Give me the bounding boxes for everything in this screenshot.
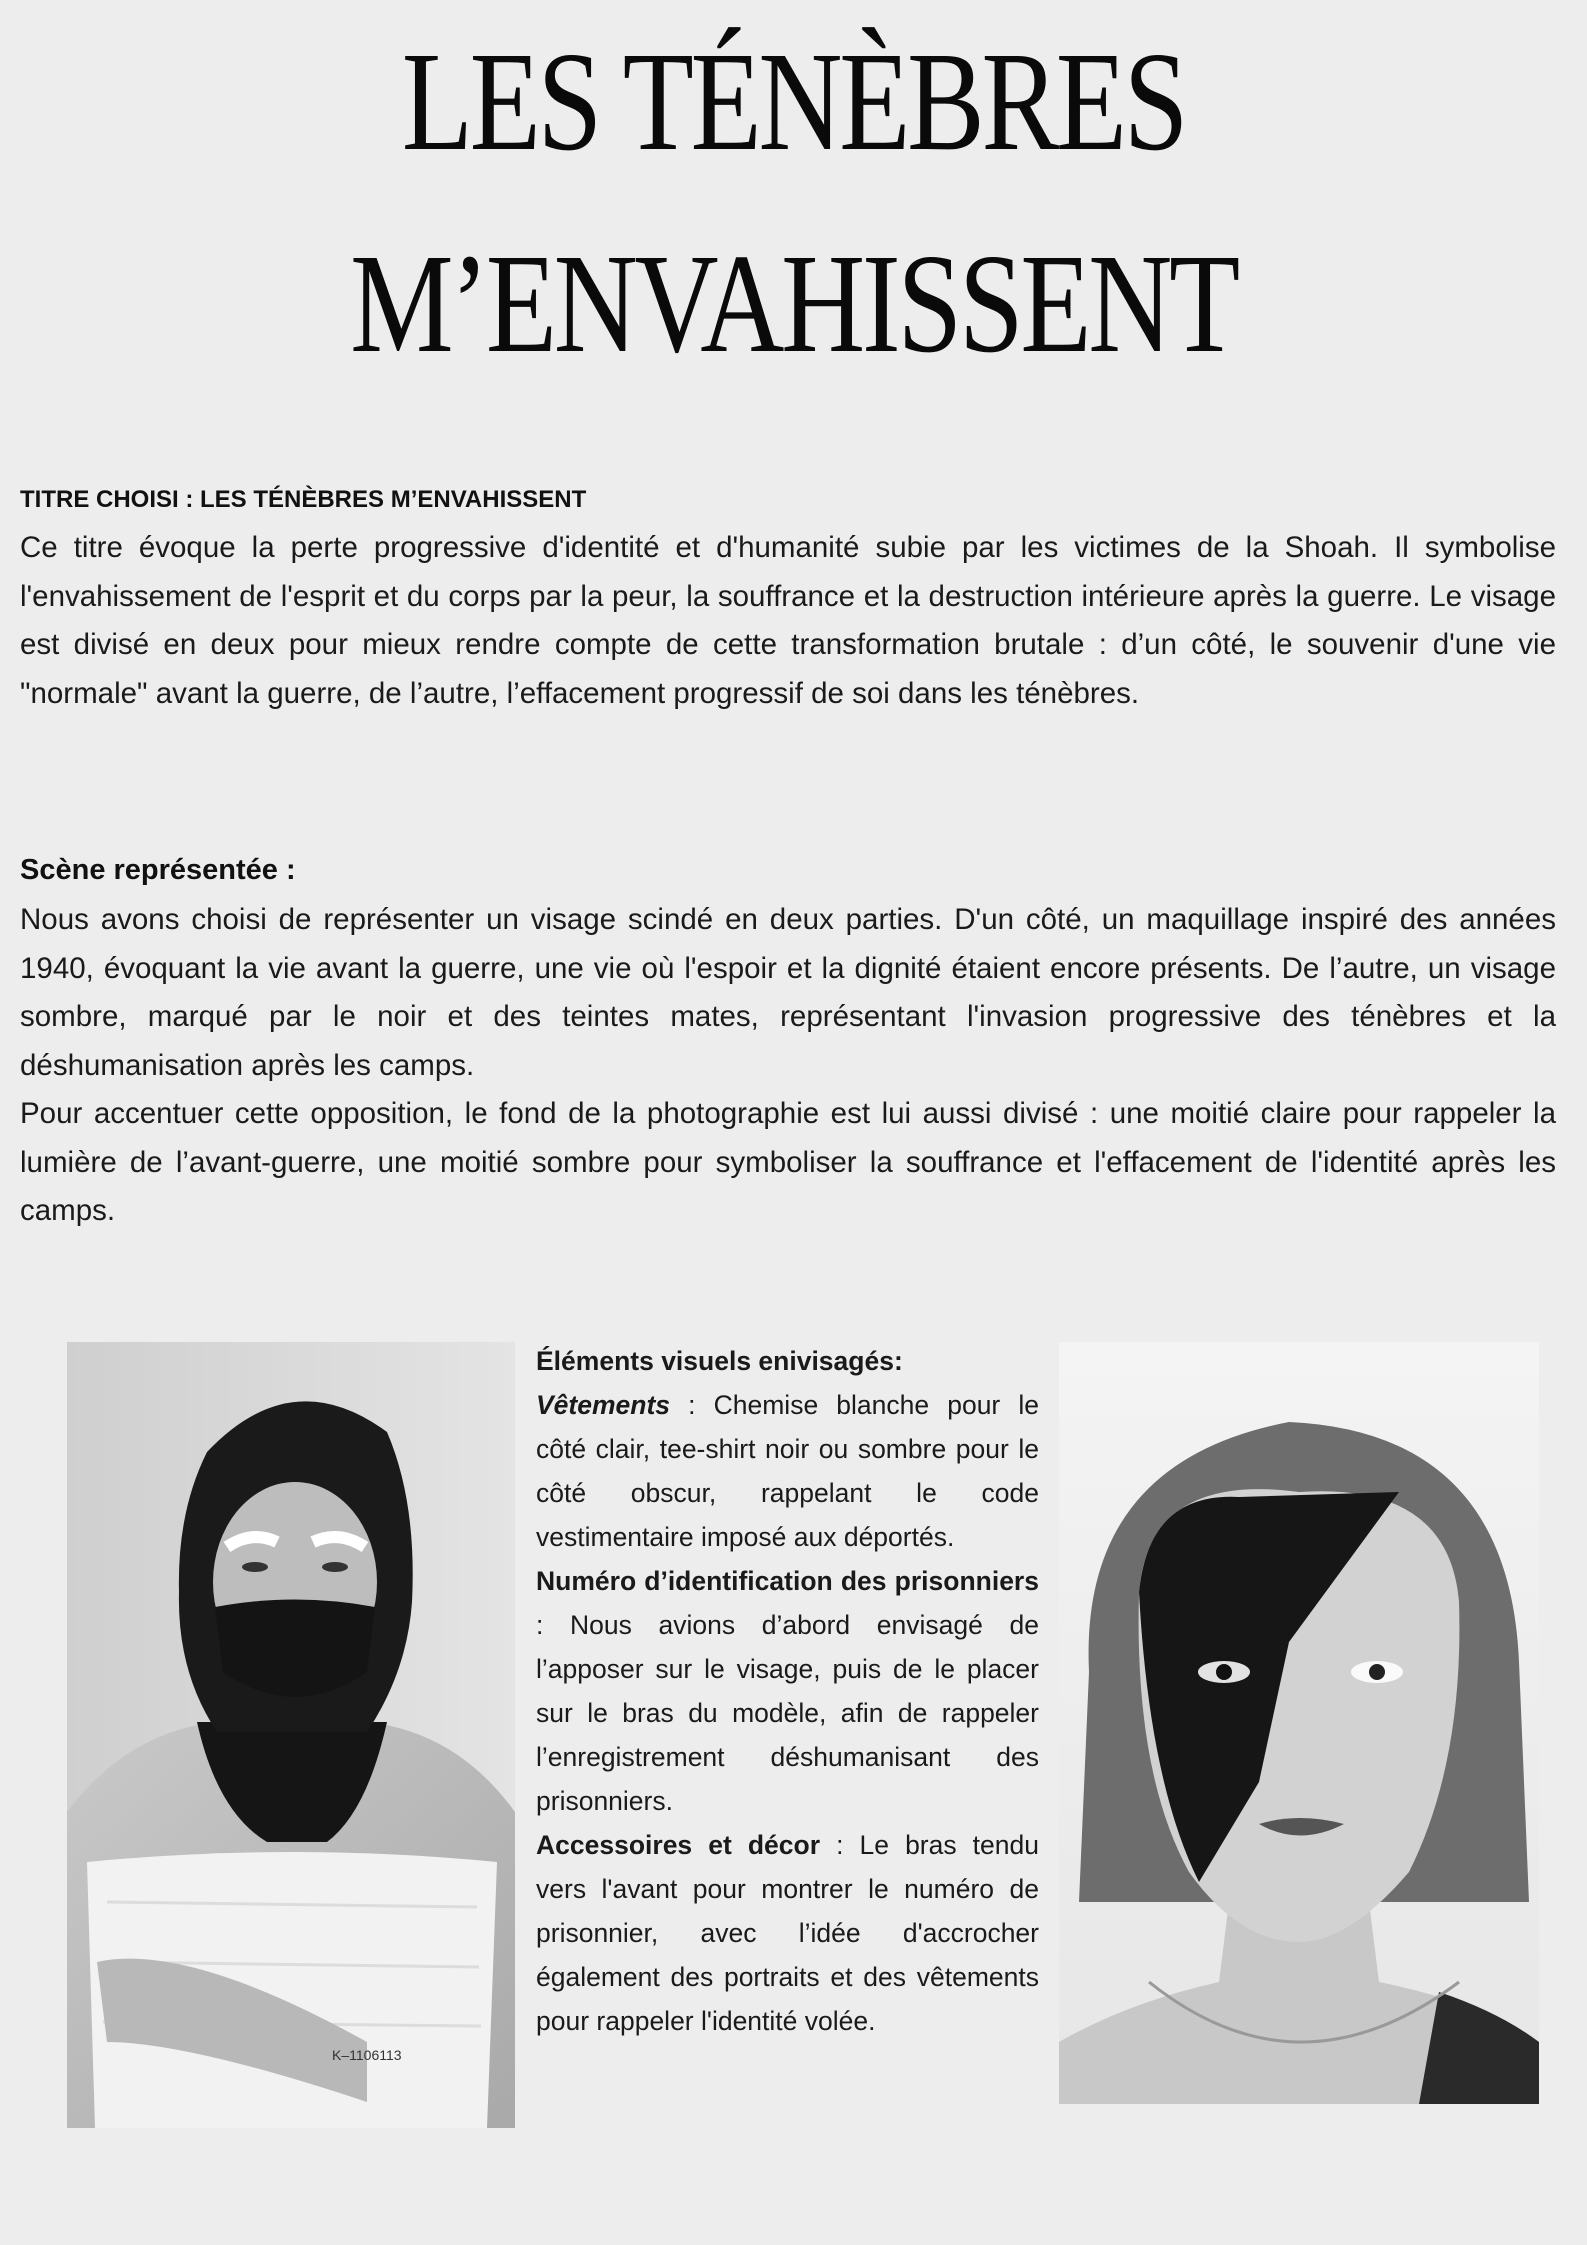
visual-elements-block — [536, 1339, 1039, 2043]
accessoires-label: Accessoires et décor — [536, 1830, 821, 1860]
arm-number-tattoo: K–1106113 — [332, 2047, 402, 2063]
scene-paragraph-1: Nous avons choisi de représenter un visage scindé en deux parties. D'un côté, un maquillage inspiré des années 1940, évoquant la vie avant la guerre, une vie où l'espoir et la dignité étaient encore présents. De l’autre, un visage sombre, marqué par le noir et des teintes mates, représentant l'invasion progressive des ténèbres et la déshumanisation après les camps. — [20, 903, 1556, 1082]
numero-text: : Nous avions d’abord envisagé de l’apposer sur le visage, puis de le placer sur le bras du modèle, afin de rappeler l’enregistrement déshumanisant des prisonniers. — [536, 1610, 1039, 1816]
elements-heading: Éléments visuels enivisagés: — [536, 1346, 903, 1376]
page-title-line-2: M’ENVAHISSENT — [350, 224, 1237, 382]
page-title-line-1: LES TÉNÈBRES — [401, 22, 1186, 180]
scene-paragraph-2: Pour accentuer cette opposition, le fond de la photographie est lui aussi divisé : une moitié claire pour rappeler la lumière de l’avant-guerre, une moitié sombre pour symboliser la souffrance et l'effacement de l'identité après les camps. — [20, 1097, 1556, 1227]
accessoires-text: : Le bras tendu vers l'avant pour montrer le numéro de prisonnier, avec l’idée d'accrocher également des portraits et des vêtements pour rappeler l'identité volée. — [536, 1830, 1039, 2036]
chosen-title-paragraph: Ce titre évoque la perte progressive d'identité et d'humanité subie par les victimes de la Shoah. Il symbolise l'envahissement de l'esprit et du corps par la peur, la souffrance et la destruction intérieure après la guerre. Le visage est divisé en deux pour mieux rendre compte de cette transformation brutale : d’un côté, le souvenir d'une vie "normale" avant la guerre, de l’autre, l’effacement progressif de soi dans les ténèbres. — [20, 531, 1556, 710]
vetements-text: : Chemise blanche pour le côté clair, tee-shirt noir ou sombre pour le côté obscur, rappelant le code vestimentaire imposé aux déportés. — [536, 1390, 1039, 1552]
vetements-label: Vêtements — [536, 1390, 671, 1420]
numero-label: Numéro d’identification des prisonniers — [536, 1566, 1039, 1596]
chosen-title-heading: TITRE CHOISI : LES TÉNÈBRES M’ENVAHISSENT — [20, 486, 587, 513]
photo-right-split-face-portrait — [1059, 1342, 1539, 2104]
photo-left-hooded-figure — [67, 1342, 515, 2128]
scene-heading: Scène représentée : — [20, 854, 296, 886]
